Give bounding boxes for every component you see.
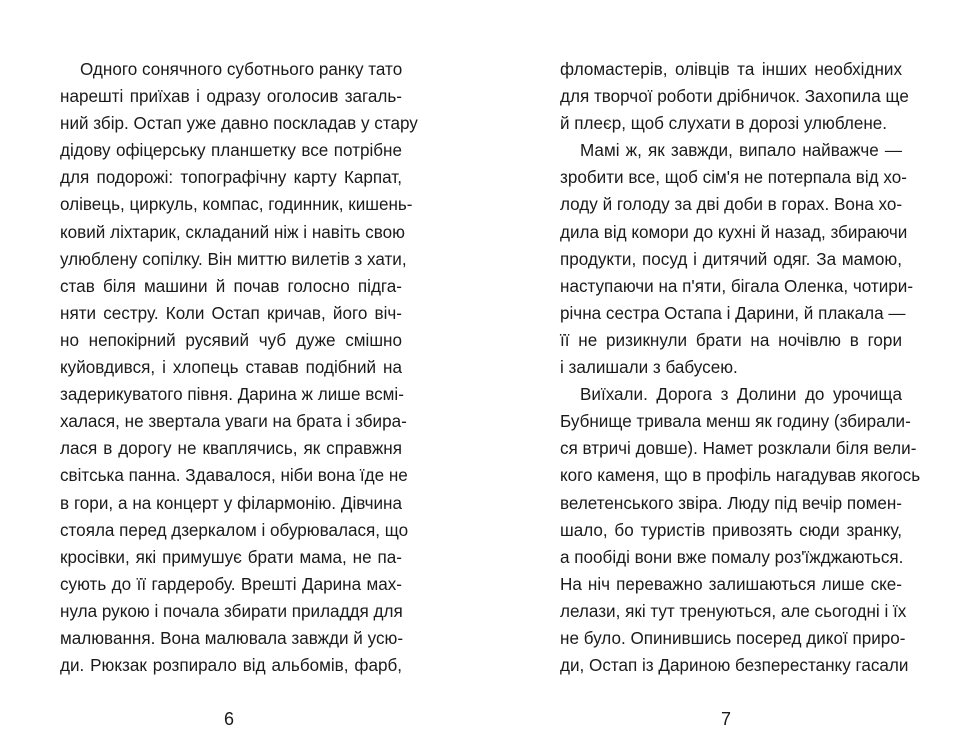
text-line: річна сестра Остапа і Дарини, й плакала — [560,303,906,323]
text-line: лоду й голоду за дві доби в горах. Вона хо- [560,195,903,215]
text-line: дила від комори до кухні й назад, збираючи [560,222,908,242]
text-line: олівець, циркуль, компас, годинник, кишень- [60,195,413,215]
right-page-text [560,56,921,679]
text-line: стояла перед дзеркалом і обурювалася, що [60,520,409,540]
text-line: нарешті приїхав і одразу оголосив загаль- [60,87,402,107]
text-line: дідову офіцерську планшетку все потрібне [60,141,402,161]
text-line: нула рукою і почала збирати приладдя для [60,601,403,621]
text-line: куйовдився, і хлопець ставав подібний на [60,358,402,378]
text-line: улюблену сопілку. Він миттю вилетів з хати, [60,249,407,269]
text-line: і залишали з бабусею. [560,358,738,378]
text-line: халася, не звертала уваги на брата і збира- [60,412,407,432]
text-line: зробити все, щоб сім'я не потерпала від хо- [560,168,907,188]
text-line: малювання. Вона малювала завжди й усю- [60,628,404,648]
text-line: велетенського звіра. Люду під вечір помен- [560,493,902,513]
text-line: задерикуватого півня. Дарина ж лише всмі- [60,385,404,405]
text-line: Одного сонячного суботнього ранку тато [80,60,403,79]
text-line: фломастерів, олівців та інших необхідних [560,60,902,79]
text-line: лася в дорогу не кваплячись, як справжня [60,439,402,459]
text-line: Бубнище тривала менш як годину (збирали- [560,412,911,432]
page-number-right: 7 [721,709,732,729]
text-line: для подорожі: топографічну карту Карпат, [60,168,402,188]
text-line: її не ризикнули брати на ночівлю в гори [560,330,902,350]
text-line: світська панна. Здавалося, ніби вона їде не [60,466,408,486]
text-line: сують до її гардеробу. Врешті Дарина мах- [60,574,402,594]
text-line: но непокірний русявий чуб дуже смішно [60,330,402,350]
text-line: няти сестру. Коли Остап кричав, його віч- [60,303,402,323]
text-line: в гори, а на концерт у філармонію. Дівчина [60,493,402,513]
text-line: кросівки, які примушує брати мама, не па- [60,547,402,567]
text-line: ковий ліхтарик, складаний ніж і навіть свою [60,222,405,242]
text-line: ся втричі довше). Намет розклали біля вели- [560,439,917,459]
text-line: Мамі ж, як завжди, випало найважче — [580,141,902,161]
text-line: а пообіді вони вже помалу роз'їжджаються. [560,547,904,567]
text-line: наступаючи на п'яти, бігала Оленка, чотири- [560,276,914,296]
text-line: ний збір. Остап уже давно поскладав у стару [60,114,418,134]
text-line: шало, бо туристів привозять сюди зранку, [560,520,902,540]
text-line: На ніч переважно залишаються лише ске- [560,574,902,594]
text-line: продукти, посуд і дитячий одяг. За мамою, [560,249,902,269]
text-line: не було. Опинившись посеред дикої приро- [560,628,906,648]
text-line: ди. Рюкзак розпирало від альбомів, фарб, [60,656,402,676]
text-line: лелази, які тут тренуються, але сьогодні і їх [560,601,907,621]
text-line: Виїхали. Дорога з Долини до урочища [580,385,902,405]
page-number-left: 6 [224,709,235,729]
left-page-text [60,56,418,679]
text-line: став біля машини й почав голосно підга- [60,276,402,296]
text-line: кого каменя, що в профіль нагадував якогось [560,466,921,486]
text-line: й плеєр, щоб слухати в дорозі улюблене. [560,114,888,134]
text-line: для творчої роботи дрібничок. Захопила ще [560,87,909,107]
text-line: ди, Остап із Дариною безперестанку гасали [560,656,909,676]
